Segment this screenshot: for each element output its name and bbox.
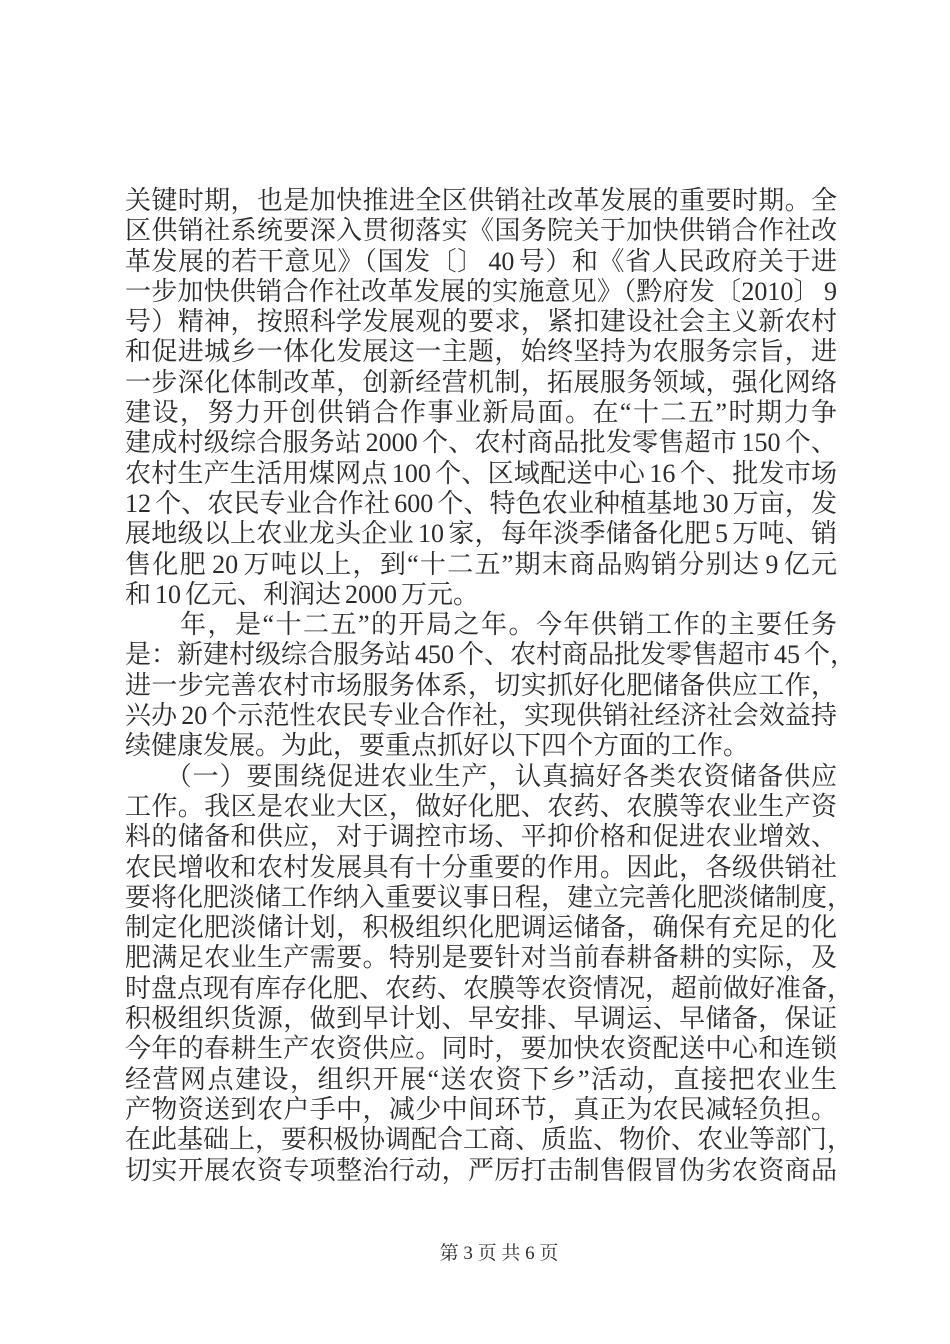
body-line: 肥满足农业生产需要。特别是要针对当前春耕备耕的实际，及 (125, 943, 837, 973)
body-line: 关键时期，也是加快推进全区供销社改革发展的重要时期。全 (125, 186, 837, 215)
page-number: 第 3 页 共 6 页 (439, 1243, 559, 1264)
body-line: （一）要围绕促进农业生产，认真搞好各类农资储备供应 (125, 761, 837, 791)
page-footer (125, 1242, 873, 1266)
body-line: 料的储备和供应，对于调控市场、平抑价格和促进农业增效、 (125, 822, 837, 852)
body-line: 一步加快供销合作社改革发展的实施意见》（黔府发〔2010〕 9 (125, 276, 837, 306)
body-line: 制定化肥淡储计划，积极组织化肥调运储备，确保有充足的化 (125, 913, 837, 943)
body-line: 工作。我区是农业大区，做好化肥、农药、农膜等农业生产资 (125, 791, 837, 821)
body-line: 区供销社系统要深入贯彻落实《国务院关于加快供销合作社改 (125, 216, 837, 246)
document-body (125, 186, 857, 1186)
body-line: 积极组织货源，做到早计划、早安排、早调运、早储备，保证 (125, 1004, 837, 1034)
body-line: 展地级以上农业龙头企业 10 家，每年淡季储备化肥 5 万吨、销 (125, 519, 837, 549)
body-line: 和 10 亿元、利润达 2000 万元。 (125, 579, 480, 609)
body-line: 农民增收和农村发展具有十分重要的作用。因此，各级供销社 (125, 852, 837, 882)
body-line: 切实开展农资专项整治行动，严厉打击制售假冒伪劣农资商品 (125, 1155, 837, 1185)
body-line: 时盘点现有库存化肥、农药、农膜等农资情况，超前做好准备， (125, 973, 854, 1003)
body-line: 今年的春耕生产农资供应。同时，要加快农资配送中心和连锁 (125, 1034, 837, 1064)
body-line: 在此基础上，要积极协调配合工商、质监、物价、农业等部门， (125, 1125, 854, 1155)
body-line: 农村生产生活用煤网点 100 个、区域配送中心 16 个、批发市场 (125, 458, 837, 488)
body-line: 建成村级综合服务站 2000 个、农村商品批发零售超市 150 个、 (125, 428, 837, 458)
body-line: 和促进城乡一体化发展这一主题，始终坚持为农服务宗旨，进 (125, 337, 837, 367)
body-line: 12 个、农民专业合作社 600 个、特色农业种植基地 30 万亩，发 (125, 488, 837, 518)
body-line: 革发展的若干意见》（国发〔〕 40 号）和《省人民政府关于进 (125, 246, 837, 276)
body-line: 建设，努力开创供销合作事业新局面。在“十二五”时期力争 (125, 398, 837, 428)
body-line: 续健康发展。为此，要重点抓好以下四个方面的工作。 (125, 731, 750, 761)
body-line: 年，是“十二五”的开局之年。今年供销工作的主要任务 (125, 610, 837, 640)
body-line: 产物资送到农户手中，减少中间环节，真正为农民减轻负担。 (125, 1094, 837, 1124)
body-line: 兴办 20 个示范性农民专业合作社，实现供销社经济社会效益持 (125, 701, 837, 731)
body-line: 是：新建村级综合服务站 450 个、农村商品批发零售超市 45 个， (125, 640, 857, 670)
body-line: 售化肥 20 万吨以上，到“十二五”期末商品购销分别达 9 亿元 (125, 549, 837, 579)
body-line: 一步深化体制改革，创新经营机制，拓展服务领域，强化网络 (125, 367, 837, 397)
body-line: 号）精神，按照科学发展观的要求，紧扣建设社会主义新农村 (125, 307, 837, 337)
body-line: 要将化肥淡储工作纳入重要议事日程，建立完善化肥淡储制度， (125, 882, 854, 912)
body-line: 经营网点建设，组织开展“送农资下乡”活动，直接把农业生 (125, 1064, 837, 1094)
body-line: 进一步完善农村市场服务体系，切实抓好化肥储备供应工作， (125, 670, 837, 700)
